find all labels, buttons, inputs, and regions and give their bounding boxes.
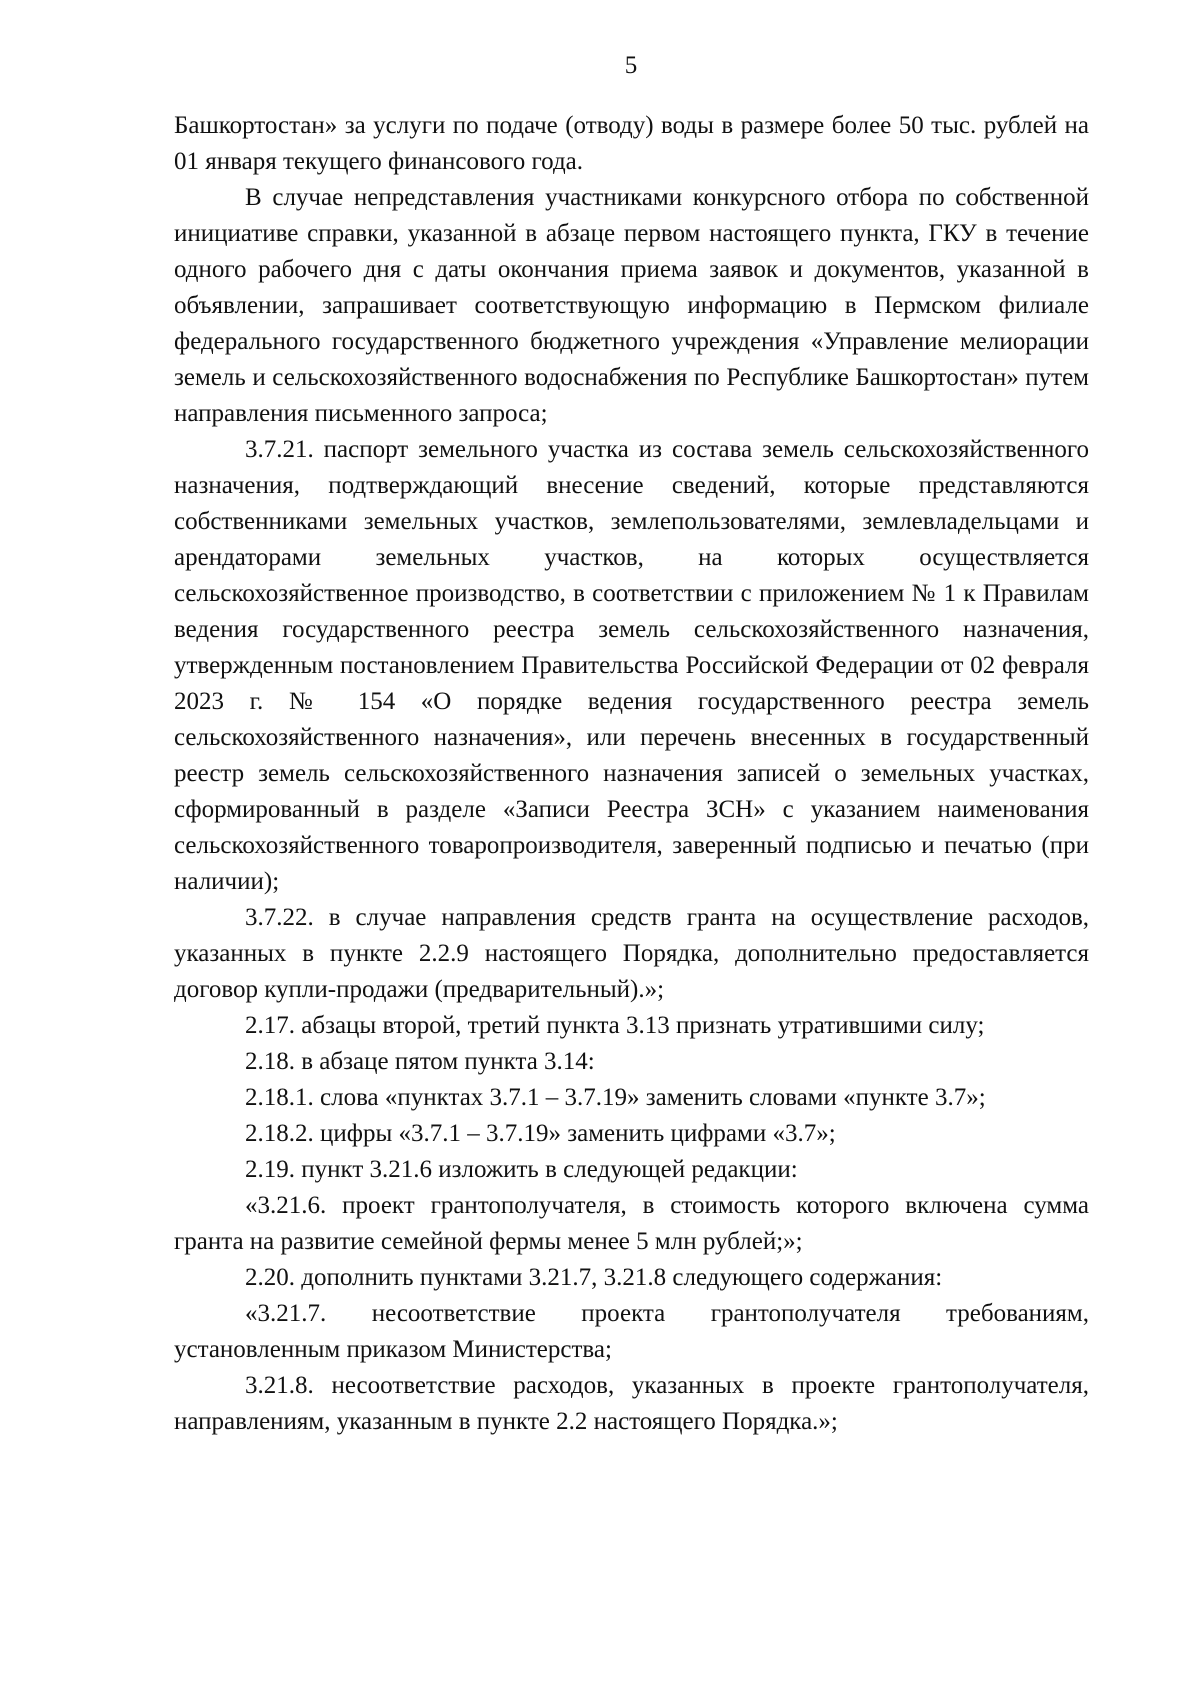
paragraph-2-19: 2.19. пункт 3.21.6 изложить в следующей редакции: [245, 1156, 798, 1183]
paragraph-non-submission: В случае непредставления участниками конкурсного отбора по собственной инициативе справки, указанной в абзаце первом настоящего пункта, ГКУ в течение одного рабочего дня с даты окончания приема заявок и документов, указанной в объявлении, запрашивает соответствующую информацию в Пермском филиале федерального государственного бюджетного учреждения «Управление мелиорации земель и сельскохозяйственного водоснабжения по Республике Башкортостан» путем направления письменного запроса; [174, 184, 1089, 427]
page-number: 5 [624, 52, 638, 79]
paragraph-3-7-21: 3.7.21. паспорт земельного участка из состава земель сельскохозяйственного назначения, подтверждающий внесение сведений, которые представляются собственниками земельных участков, землепользователями, землевладельцами и арендаторами земельных участков, на которых осуществляется сельскохозяйственное производство, в соответствии с приложением № 1 к Правилам ведения государственного реестра земель сельскохозяйственного назначения, утвержденным постановлением Правительства Российской Федерации от 02 февраля 2023 г. № 154 «О порядке ведения государственного реестра земель сельскохозяйственного назначения», или перечень внесенных в государственный реестр земель сельскохозяйственного назначения записей о земельных участках, сформированный в разделе «Записи Реестра ЗСН» с указанием наименования сельскохозяйственного товаропроизводителя, заверенный подписью и печатью (при наличии); [174, 436, 1089, 895]
paragraph-continuation: Башкортостан» за услуги по подаче (отводу) воды в размере более 50 тыс. рублей на 01 января текущего финансового года. [174, 112, 1089, 175]
paragraph-3-21-7: «3.21.7. несоответствие проекта грантополучателя требованиям, установленным приказом Министерства; [174, 1300, 1089, 1363]
paragraph-2-17: 2.17. абзацы второй, третий пункта 3.13 признать утратившими силу; [245, 1012, 985, 1039]
document-body [174, 108, 1089, 1440]
paragraph-2-18-1: 2.18.1. слова «пунктах 3.7.1 – 3.7.19» заменить словами «пункте 3.7»; [245, 1084, 986, 1111]
paragraph-2-18: 2.18. в абзаце пятом пункта 3.14: [245, 1048, 595, 1075]
paragraph-2-20: 2.20. дополнить пунктами 3.21.7, 3.21.8 следующего содержания: [245, 1264, 943, 1291]
paragraph-3-21-8: 3.21.8. несоответствие расходов, указанных в проекте грантополучателя, направлениям, указанным в пункте 2.2 настоящего Порядка.»; [174, 1372, 1089, 1435]
paragraph-3-7-22: 3.7.22. в случае направления средств гранта на осуществление расходов, указанных в пункте 2.2.9 настоящего Порядка, дополнительно предоставляется договор купли-продажи (предварительный).»; [174, 904, 1089, 1003]
paragraph-2-18-2: 2.18.2. цифры «3.7.1 – 3.7.19» заменить цифрами «3.7»; [245, 1120, 836, 1147]
paragraph-3-21-6: «3.21.6. проект грантополучателя, в стоимость которого включена сумма гранта на развитие семейной фермы менее 5 млн рублей;»; [174, 1192, 1089, 1255]
